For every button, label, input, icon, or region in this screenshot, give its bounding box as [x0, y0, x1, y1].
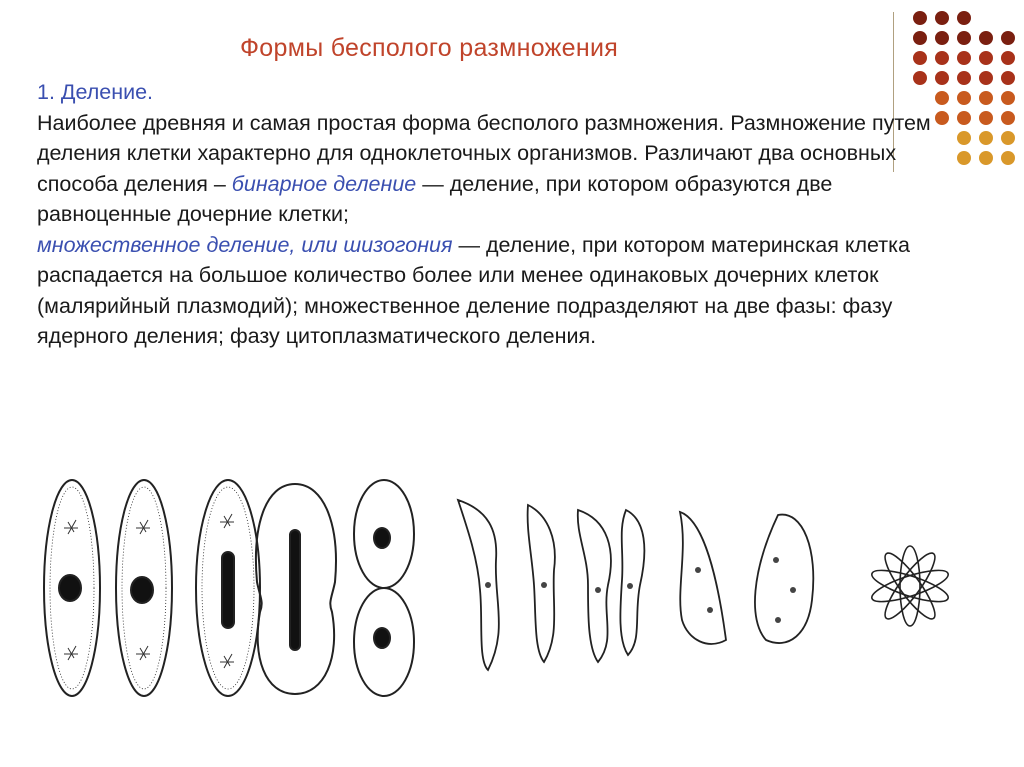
schizogony-illustration [448, 490, 996, 680]
decorative-dot [1001, 131, 1015, 145]
decorative-dot [979, 31, 993, 45]
decorative-dot [935, 51, 949, 65]
decorative-dot [979, 71, 993, 85]
binary-division-definition: — деление, при котором образуются две равноценные дочерние клетки; [37, 171, 833, 226]
decorative-dot [1001, 51, 1015, 65]
decorative-dot [913, 51, 927, 65]
slide-title: Формы бесполого размножения [240, 34, 619, 62]
decorative-dot [957, 31, 971, 45]
decorative-dot [1001, 111, 1015, 125]
decorative-dot [979, 111, 993, 125]
paragraph-division [37, 108, 967, 230]
decorative-dot [1001, 71, 1015, 85]
decorative-dot [979, 151, 993, 165]
decorative-dot [979, 51, 993, 65]
decorative-dot [957, 51, 971, 65]
decorative-dot [935, 11, 949, 25]
intro-text: Наиболее древняя и самая простая форма бесполого размножения. Размножение путем деления клетки характерно для одноклеточных организмов. Различают два основных способа деления – [37, 110, 931, 196]
slide-body [37, 77, 967, 352]
paragraph-multiple-division [37, 230, 967, 352]
multiple-division-term: множественное деление, или шизогония [37, 232, 453, 257]
decorative-dot [935, 31, 949, 45]
decorative-dot [979, 91, 993, 105]
multiple-division-definition: — деление, при котором материнская клетка распадается на большое количество более или менее одинаковых дочерних клеток (малярийный плазмодий); множественное деление подразделяют на две фазы: фазу ядерного деления; фазу цитоплазматического деления. [37, 232, 910, 348]
section-heading: 1. Деление. [37, 80, 154, 104]
decorative-dot [1001, 151, 1015, 165]
decorative-dot [913, 31, 927, 45]
decorative-dot [913, 11, 927, 25]
decorative-dot [1001, 91, 1015, 105]
decorative-dot [957, 11, 971, 25]
binary-fission-illustration [40, 472, 420, 704]
binary-division-term: бинарное деление [231, 171, 417, 196]
decorative-dot [979, 131, 993, 145]
decorative-dot [1001, 31, 1015, 45]
